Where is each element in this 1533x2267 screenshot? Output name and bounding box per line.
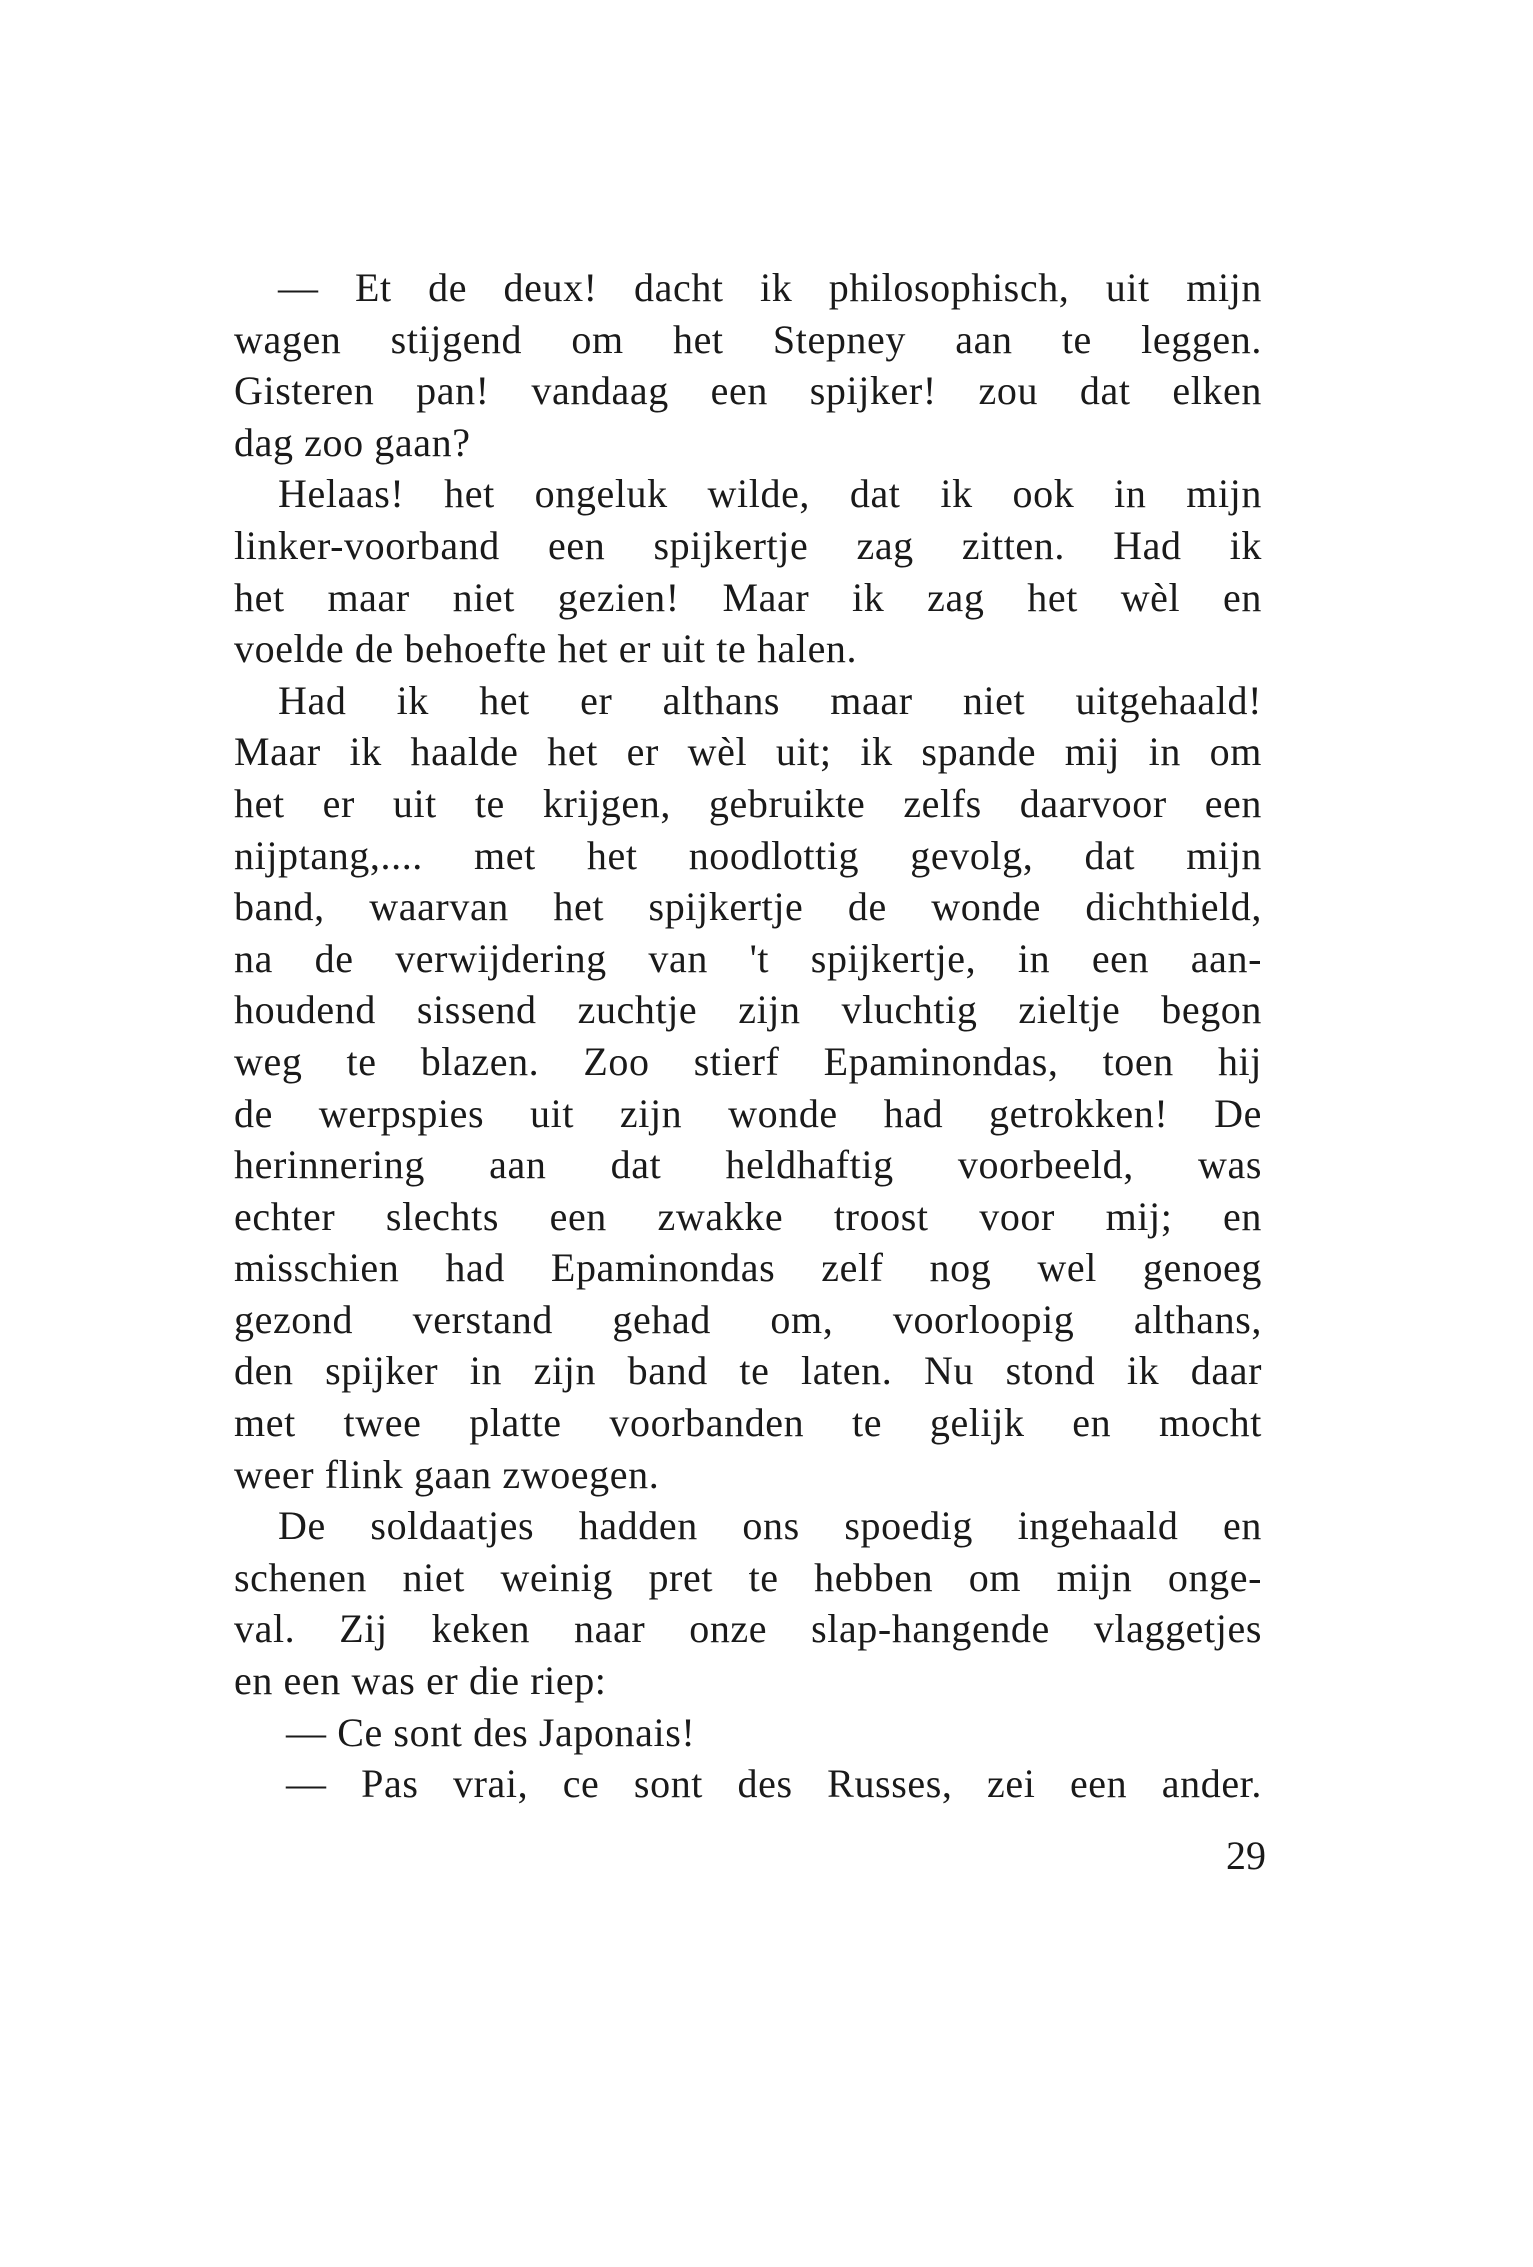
text-line: weg te blazen. Zoo stierf Epaminondas, toen hij	[234, 1038, 1262, 1084]
text-line: — Pas vrai, ce sont des Russes, zei een ander.	[286, 1761, 1262, 1807]
text-line: gezond verstand gehad om, voorloopig althans,	[234, 1296, 1262, 1342]
text-line: met twee platte voorbanden te gelijk en mocht	[234, 1400, 1262, 1446]
text-line: linker-voorband een spijkertje zag zitten. Had ik	[234, 522, 1262, 568]
text-line: nijptang,.... met het noodlottig gevolg, dat mijn	[234, 832, 1262, 878]
text-line: wagen stijgend om het Stepney aan te leggen.	[234, 316, 1262, 362]
text-line: Maar ik haalde het er wèl uit; ik spande mij in om	[234, 729, 1262, 775]
text-line: voelde de behoefte het er uit te halen.	[234, 626, 858, 672]
text-line: band, waarvan het spijkertje de wonde dichthield,	[234, 884, 1262, 930]
text-line: houdend sissend zuchtje zijn vluchtig zieltje begon	[234, 987, 1262, 1033]
text-line: weer flink gaan zwoegen.	[234, 1451, 660, 1497]
text-line: Gisteren pan! vandaag een spijker! zou dat elken	[234, 368, 1262, 414]
text-line: herinnering aan dat heldhaftig voorbeeld, was	[234, 1142, 1262, 1188]
text-line: echter slechts een zwakke troost voor mij; en	[234, 1193, 1262, 1239]
text-line: — Ce sont des Japonais!	[286, 1709, 696, 1755]
body-text	[234, 262, 1262, 1810]
text-line: misschien had Epaminondas zelf nog wel genoeg	[234, 1245, 1262, 1291]
text-line: De soldaatjes hadden ons spoedig ingehaald en	[278, 1503, 1262, 1549]
text-line: na de verwijdering van 't spijkertje, in een aan-	[234, 935, 1262, 981]
text-line: het er uit te krijgen, gebruikte zelfs daarvoor een	[234, 780, 1262, 826]
text-line: val. Zij keken naar onze slap-hangende vlaggetjes	[234, 1606, 1262, 1652]
text-line: en een was er die riep:	[234, 1658, 607, 1704]
text-line: de werpspies uit zijn wonde had getrokken! De	[234, 1090, 1262, 1136]
text-line: den spijker in zijn band te laten. Nu stond ik daar	[234, 1348, 1262, 1394]
text-line: Had ik het er althans maar niet uitgehaald!	[278, 677, 1262, 723]
text-line: het maar niet gezien! Maar ik zag het wèl en	[234, 574, 1262, 620]
text-line: schenen niet weinig pret te hebben om mijn onge-	[234, 1554, 1262, 1600]
text-line: dag zoo gaan?	[234, 419, 471, 465]
text-line: Helaas! het ongeluk wilde, dat ik ook in mijn	[278, 471, 1262, 517]
page-number: 29	[1226, 1833, 1266, 1878]
text-line: — Et de deux! dacht ik philosophisch, uit mijn	[278, 265, 1262, 310]
